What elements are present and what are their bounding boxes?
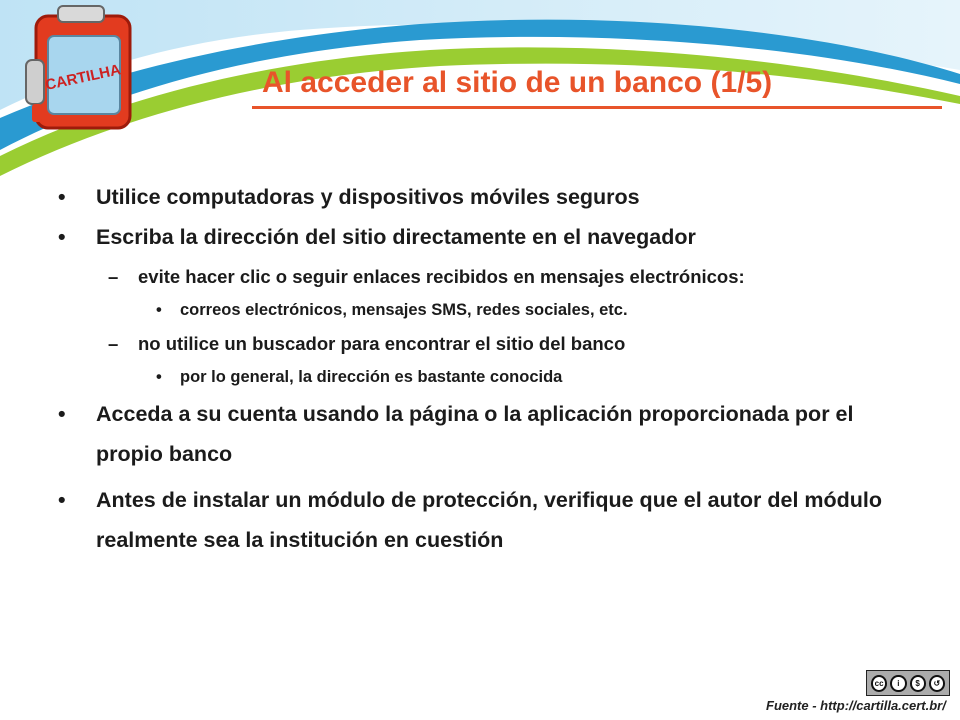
bullet-marker: • [58, 225, 66, 249]
bullet-marker: • [58, 185, 66, 209]
bullet-text: Utilice computadoras y dispositivos móviles seguros [96, 185, 640, 209]
bullet-item [58, 480, 918, 560]
bullet-text: Antes de instalar un módulo de protección, verifique que el autor del módulo realmente sea la institución en cuestión [96, 488, 883, 552]
bullet-list [58, 178, 918, 566]
bullet-marker: • [156, 301, 162, 319]
bullet-text: no utilice un buscador para encontrar el sitio del banco [138, 333, 626, 354]
source-credit: Fuente - http://cartilla.cert.br/ [766, 698, 946, 713]
sub-bullet-item [58, 260, 918, 294]
cartilha-logo-icon [22, 2, 140, 142]
sub-bullet-item [58, 327, 918, 361]
bullet-text: correos electrónicos, mensajes SMS, redes sociales, etc. [180, 301, 628, 319]
bullet-marker: • [58, 488, 66, 512]
nc-icon: $ [910, 675, 926, 692]
cc-icon: cc [871, 675, 887, 692]
bullet-text: Acceda a su cuenta usando la página o la aplicación proporcionada por el propio banco [96, 402, 854, 466]
sub-sub-bullet-item [58, 363, 918, 391]
bullet-item [58, 394, 918, 474]
dash-marker: – [108, 266, 119, 287]
dash-marker: – [108, 333, 119, 354]
sub-sub-bullet-item [58, 296, 918, 324]
title-underline [252, 106, 942, 109]
creative-commons-badge[interactable] [866, 670, 950, 696]
bullet-text: evite hacer clic o seguir enlaces recibidos en mensajes electrónicos: [138, 266, 745, 287]
bullet-text: por lo general, la dirección es bastante conocida [180, 368, 563, 386]
slide-title: Al acceder al sitio de un banco (1/5) [262, 66, 773, 99]
logo-label: CARTILHA [43, 61, 123, 94]
bullet-marker: • [156, 368, 162, 386]
bullet-marker: • [58, 402, 66, 426]
bullet-item [58, 180, 918, 214]
bullet-text: Escriba la dirección del sitio directamente en el navegador [96, 225, 696, 249]
sa-icon: ↺ [929, 675, 945, 692]
by-icon: i [890, 675, 906, 692]
bullet-item [58, 220, 918, 254]
